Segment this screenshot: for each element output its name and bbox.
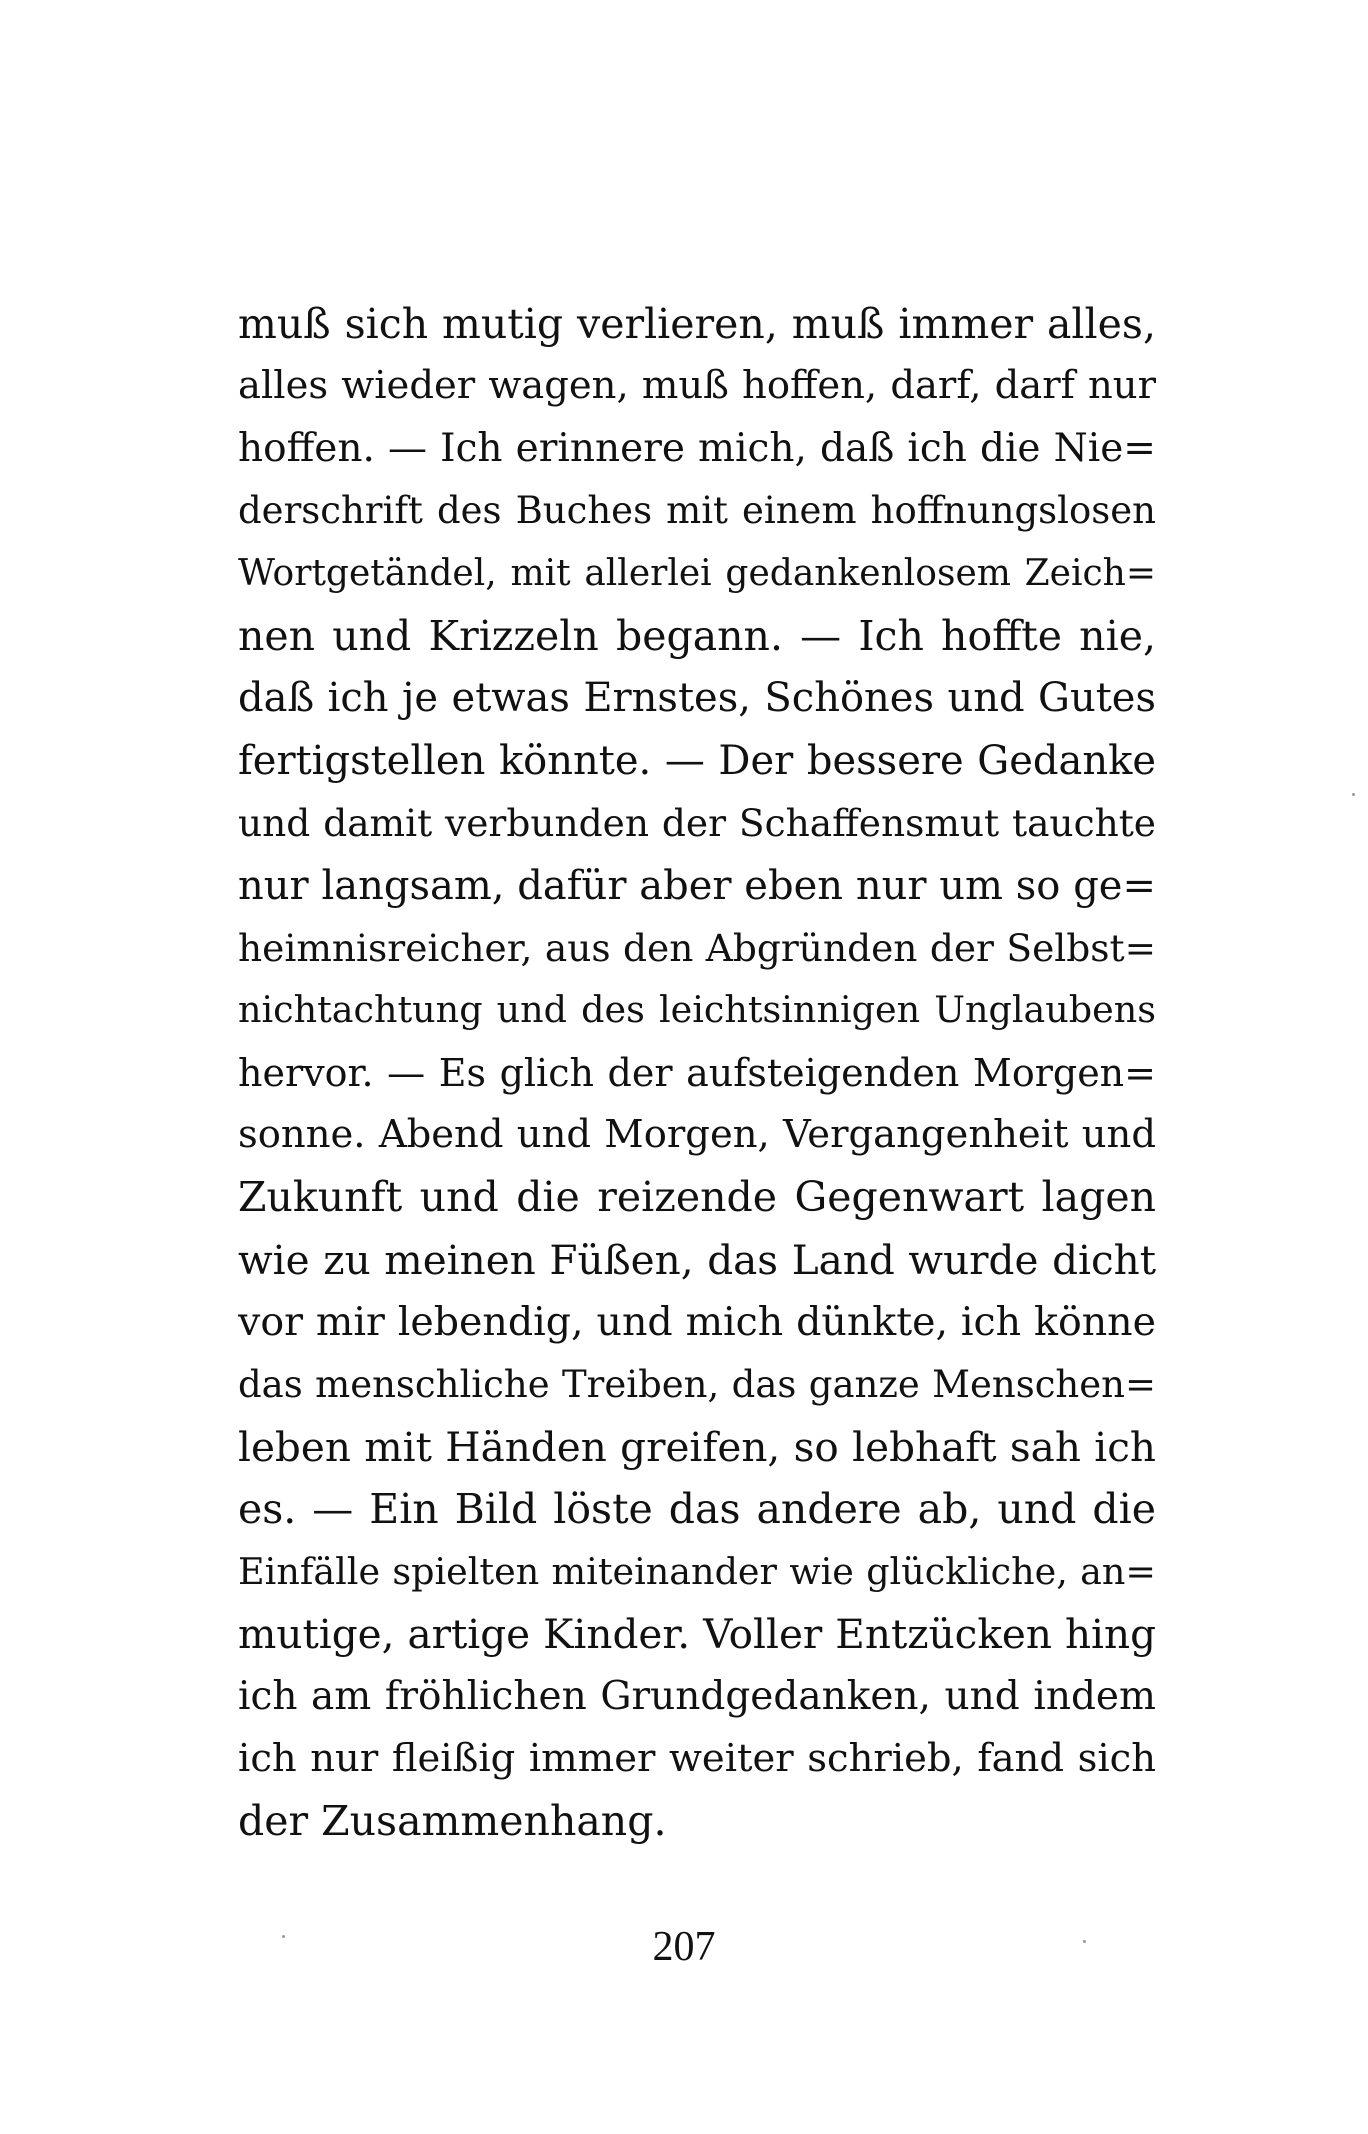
text-line: ich am fröhlichen Grundgedanken, und indem [238,1673,1156,1719]
text-line: derschrift des Buches mit einem hoffnungslosen [238,489,1156,533]
scan-speck [282,1935,285,1938]
text-line: Zukunft und die reizende Gegenwart lagen [238,1173,1156,1222]
text-line: heimnisreicher, aus den Abgründen der Selbst= [238,925,1156,970]
text-line: muß sich mutig verlieren, muß immer alles, [238,300,1156,348]
text-line: der Zusammenhang. [238,1797,667,1846]
page-number: 207 [652,1924,716,1970]
text-line: sonne. Abend und Morgen, Vergangenheit und [238,1112,1156,1158]
text-line: und damit verbunden der Schaffensmut tauchte [238,801,1156,846]
text-line: nen und Krizzeln begann. — Ich hoffte nie, [238,611,1156,660]
text-line: ich nur fleißig immer weiter schrieb, fand sich [238,1735,1156,1781]
text-line: hervor. — Es glich der aufsteigenden Morgen= [238,1050,1156,1095]
text-line: alles wieder wagen, muß hoffen, darf, darf nur [238,363,1156,409]
text-line: daß ich je etwas Ernstes, Schönes und Gutes [238,675,1156,722]
text-line: fertigstellen könnte. — Der bessere Gedanke [238,737,1156,784]
text-line: nichtachtung und des leichtsinnigen Unglaubens [238,988,1156,1032]
text-line: leben mit Händen greifen, so lebhaft sah ich [238,1423,1156,1472]
text-line: es. — Ein Bild löste das andere ab, und die [238,1485,1156,1534]
text-line: wie zu meinen Füßen, das Land wurde dicht [238,1235,1156,1284]
scan-speck [1083,1940,1086,1943]
text-line: Wortgetändel, mit allerlei gedankenlosem Zeich= [238,552,1156,594]
text-line: Einfälle spielten miteinander wie glückliche, an= [238,1549,1156,1593]
body-text [238,293,1156,1853]
text-line: das menschliche Treiben, das ganze Menschen= [238,1362,1156,1406]
text-line: nur langsam, dafür aber eben nur um so ge= [238,862,1156,909]
text-line: hoffen. — Ich erinnere mich, daß ich die Nie= [238,425,1156,471]
text-line: vor mir lebendig, und mich dünkte, ich könne [238,1299,1156,1346]
text-line: mutige, artige Kinder. Voller Entzücken hing [238,1610,1156,1659]
scan-speck [1352,793,1355,796]
